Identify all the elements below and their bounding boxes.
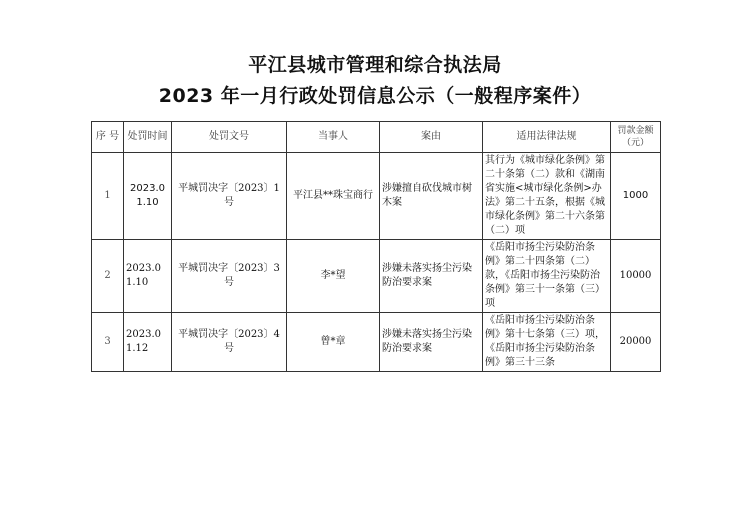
row-index: 1 xyxy=(92,153,124,240)
row-law: 《岳阳市扬尘污染防治条例》第二十四条第（二）款，《岳阳市扬尘污染防治条例》第三十一条第（三）项 xyxy=(483,240,611,313)
row-index: 3 xyxy=(92,313,124,372)
header-law: 适用法律法规 xyxy=(483,122,611,153)
header-amount: 罚款金额（元） xyxy=(611,122,661,153)
row-cause: 涉嫌未落实扬尘污染防治要求案 xyxy=(380,240,483,313)
row-amount: 20000 xyxy=(611,313,661,372)
penalty-table xyxy=(91,121,661,372)
row-doc-no: 平城罚决字〔2023〕4 号 xyxy=(172,313,287,372)
row-party: 李*望 xyxy=(287,240,380,313)
row-party: 平江县**珠宝商行 xyxy=(287,153,380,240)
row-index: 2 xyxy=(92,240,124,313)
row-law: 《岳阳市扬尘污染防治条例》第十七条第（三）项，《岳阳市扬尘污染防治条例》第三十三条 xyxy=(483,313,611,372)
row-amount: 1000 xyxy=(611,153,661,240)
row-cause: 涉嫌未落实扬尘污染防治要求案 xyxy=(380,313,483,372)
row-doc-no: 平城罚决字〔2023〕1 号 xyxy=(172,153,287,240)
row-law: 其行为《城市绿化条例》第二十条第（二）款和《湖南省实施<城市绿化条例>办法》第二十五条，根据《城市绿化条例》第二十六条第（二）项 xyxy=(483,153,611,240)
header-party: 当事人 xyxy=(287,122,380,153)
row-date: 2023.01.10 xyxy=(124,153,172,240)
row-date: 2023.01.10 xyxy=(124,240,172,313)
row-date: 2023.01.12 xyxy=(124,313,172,372)
table-header-row xyxy=(92,122,661,153)
table-row xyxy=(92,153,661,240)
table-row xyxy=(92,240,661,313)
header-date: 处罚时间 xyxy=(124,122,172,153)
document-title: 平江县城市管理和综合执法局 xyxy=(248,54,502,76)
row-doc-no: 平城罚决字〔2023〕3 号 xyxy=(172,240,287,313)
row-party: 曾*章 xyxy=(287,313,380,372)
header-doc-no: 处罚文号 xyxy=(172,122,287,153)
row-amount: 10000 xyxy=(611,240,661,313)
header-index: 序 号 xyxy=(92,122,124,153)
header-cause: 案由 xyxy=(380,122,483,153)
table-row xyxy=(92,313,661,372)
document-subtitle: 2023 年一月行政处罚信息公示（一般程序案件） xyxy=(158,85,592,107)
row-cause: 涉嫌擅自砍伐城市树木案 xyxy=(380,153,483,240)
